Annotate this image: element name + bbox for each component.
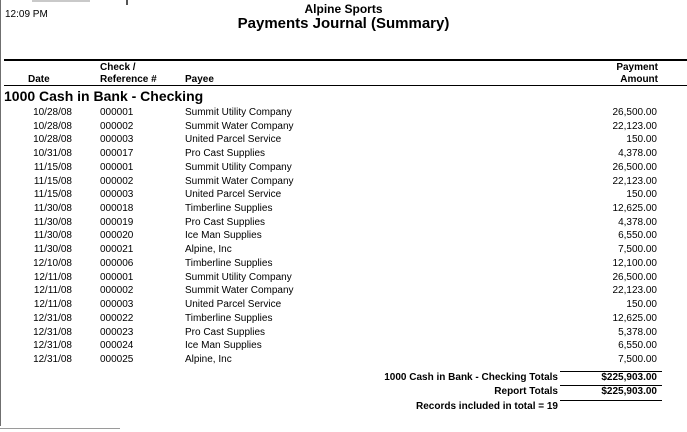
row-payee: Timberline Supplies [185, 312, 273, 324]
row-check-number: 000025 [100, 353, 134, 365]
row-payee: Timberline Supplies [185, 203, 273, 215]
row-payee: Pro Cast Supplies [185, 148, 266, 160]
journal-row [0, 188, 687, 202]
journal-row [0, 326, 687, 340]
row-payee: United Parcel Service [185, 134, 282, 146]
row-payee: Summit Utility Company [185, 271, 292, 283]
row-amount: 26,500.00 [612, 107, 657, 118]
row-check-number: 000006 [100, 257, 134, 269]
row-date: 12/10/08 [33, 257, 72, 269]
journal-rows [0, 106, 687, 367]
row-amount: 150.00 [626, 299, 657, 311]
journal-row [0, 312, 687, 326]
journal-row [0, 243, 687, 257]
row-check-number: 000022 [100, 312, 134, 324]
row-check-number: 000024 [100, 340, 134, 352]
journal-row [0, 216, 687, 230]
column-header-payment-line2: Amount [620, 74, 658, 85]
row-amount: 150.00 [626, 134, 657, 146]
row-check-number: 000001 [100, 271, 134, 283]
row-payee: Alpine, Inc [185, 353, 232, 365]
row-amount: 5,378.00 [618, 326, 657, 338]
column-header-payment-line1: Payment [616, 62, 658, 73]
row-date: 12/31/08 [33, 312, 72, 324]
column-header-date: Date [28, 74, 50, 85]
row-date: 12/11/08 [33, 285, 72, 297]
bottom-edge-artifact [0, 428, 120, 429]
journal-row [0, 147, 687, 161]
row-date: 10/31/08 [33, 148, 72, 160]
row-amount: 6,550.00 [618, 230, 657, 242]
row-amount: 4,378.00 [618, 216, 657, 228]
row-amount: 6,550.00 [618, 340, 657, 352]
row-payee: Ice Man Supplies [185, 340, 262, 352]
row-date: 11/30/08 [33, 216, 72, 228]
row-amount: 26,500.00 [612, 271, 657, 283]
row-check-number: 000003 [100, 299, 134, 311]
row-amount: 7,500.00 [618, 353, 657, 365]
journal-row [0, 161, 687, 175]
row-check-number: 000002 [100, 175, 134, 187]
row-payee: Summit Utility Company [185, 107, 292, 118]
report-totals-underline [560, 400, 662, 401]
journal-row [0, 298, 687, 312]
row-check-number: 000023 [100, 326, 134, 338]
journal-row [0, 257, 687, 271]
report-totals-label: Report Totals [494, 386, 558, 397]
section-totals-label: 1000 Cash in Bank - Checking Totals [384, 372, 558, 383]
row-check-number: 000001 [100, 107, 134, 118]
header-bottom-rule [4, 85, 687, 86]
row-date: 12/31/08 [33, 340, 72, 352]
row-amount: 150.00 [626, 189, 657, 201]
journal-row [0, 106, 687, 120]
row-check-number: 000017 [100, 148, 134, 160]
row-date: 11/15/08 [33, 189, 72, 201]
row-check-number: 000019 [100, 216, 134, 228]
row-check-number: 000002 [100, 285, 134, 297]
company-name: Alpine Sports [304, 2, 383, 16]
journal-row [0, 353, 687, 367]
row-amount: 22,123.00 [612, 175, 657, 187]
row-payee: Timberline Supplies [185, 257, 273, 269]
row-amount: 22,123.00 [612, 285, 657, 297]
row-amount: 12,625.00 [612, 312, 657, 324]
row-amount: 12,625.00 [612, 203, 657, 215]
journal-row [0, 284, 687, 298]
journal-row [0, 202, 687, 216]
row-date: 12/11/08 [33, 271, 72, 283]
column-header-check-line1: Check / [100, 62, 136, 73]
row-payee: Pro Cast Supplies [185, 326, 266, 338]
journal-row [0, 133, 687, 147]
column-header-check-line2: Reference # [100, 74, 157, 85]
row-date: 10/28/08 [33, 120, 72, 132]
header-top-rule [4, 59, 687, 61]
row-date: 12/31/08 [33, 353, 72, 365]
page-title: Payments Journal (Summary) [237, 15, 450, 32]
row-payee: United Parcel Service [185, 189, 282, 201]
row-date: 10/28/08 [33, 134, 72, 146]
row-date: 11/30/08 [33, 203, 72, 215]
journal-row [0, 175, 687, 189]
report-time: 12:09 PM [5, 9, 48, 20]
row-date: 12/11/08 [33, 299, 72, 311]
row-payee: Alpine, Inc [185, 244, 232, 256]
row-date: 11/30/08 [33, 244, 72, 256]
journal-row [0, 271, 687, 285]
row-check-number: 000002 [100, 120, 134, 132]
row-date: 11/30/08 [33, 230, 72, 242]
row-date: 11/15/08 [33, 175, 72, 187]
row-date: 11/15/08 [33, 161, 72, 173]
row-payee: Summit Water Company [185, 120, 294, 132]
section-totals-amount: $225,903.00 [601, 372, 657, 383]
row-date: 12/31/08 [33, 326, 72, 338]
row-amount: 26,500.00 [612, 161, 657, 173]
report-totals-amount: $225,903.00 [601, 386, 657, 397]
row-date: 10/28/08 [33, 107, 72, 118]
row-amount: 12,100.00 [612, 257, 657, 269]
row-payee: United Parcel Service [185, 299, 282, 311]
column-header-payee: Payee [185, 74, 214, 85]
journal-row [0, 339, 687, 353]
row-payee: Summit Water Company [185, 175, 294, 187]
row-check-number: 000001 [100, 161, 134, 173]
row-check-number: 000021 [100, 244, 134, 256]
row-payee: Summit Utility Company [185, 161, 292, 173]
row-check-number: 000020 [100, 230, 134, 242]
row-payee: Summit Water Company [185, 285, 294, 297]
row-check-number: 000003 [100, 189, 134, 201]
journal-row [0, 120, 687, 134]
row-check-number: 000003 [100, 134, 134, 146]
row-amount: 7,500.00 [618, 244, 657, 256]
row-amount: 4,378.00 [618, 148, 657, 160]
row-payee: Pro Cast Supplies [185, 216, 266, 228]
row-payee: Ice Man Supplies [185, 230, 262, 242]
row-amount: 22,123.00 [612, 120, 657, 132]
account-section-title: 1000 Cash in Bank - Checking [4, 88, 204, 104]
records-count-note: Records included in total = 19 [416, 401, 558, 412]
row-check-number: 000018 [100, 203, 134, 215]
journal-row [0, 229, 687, 243]
